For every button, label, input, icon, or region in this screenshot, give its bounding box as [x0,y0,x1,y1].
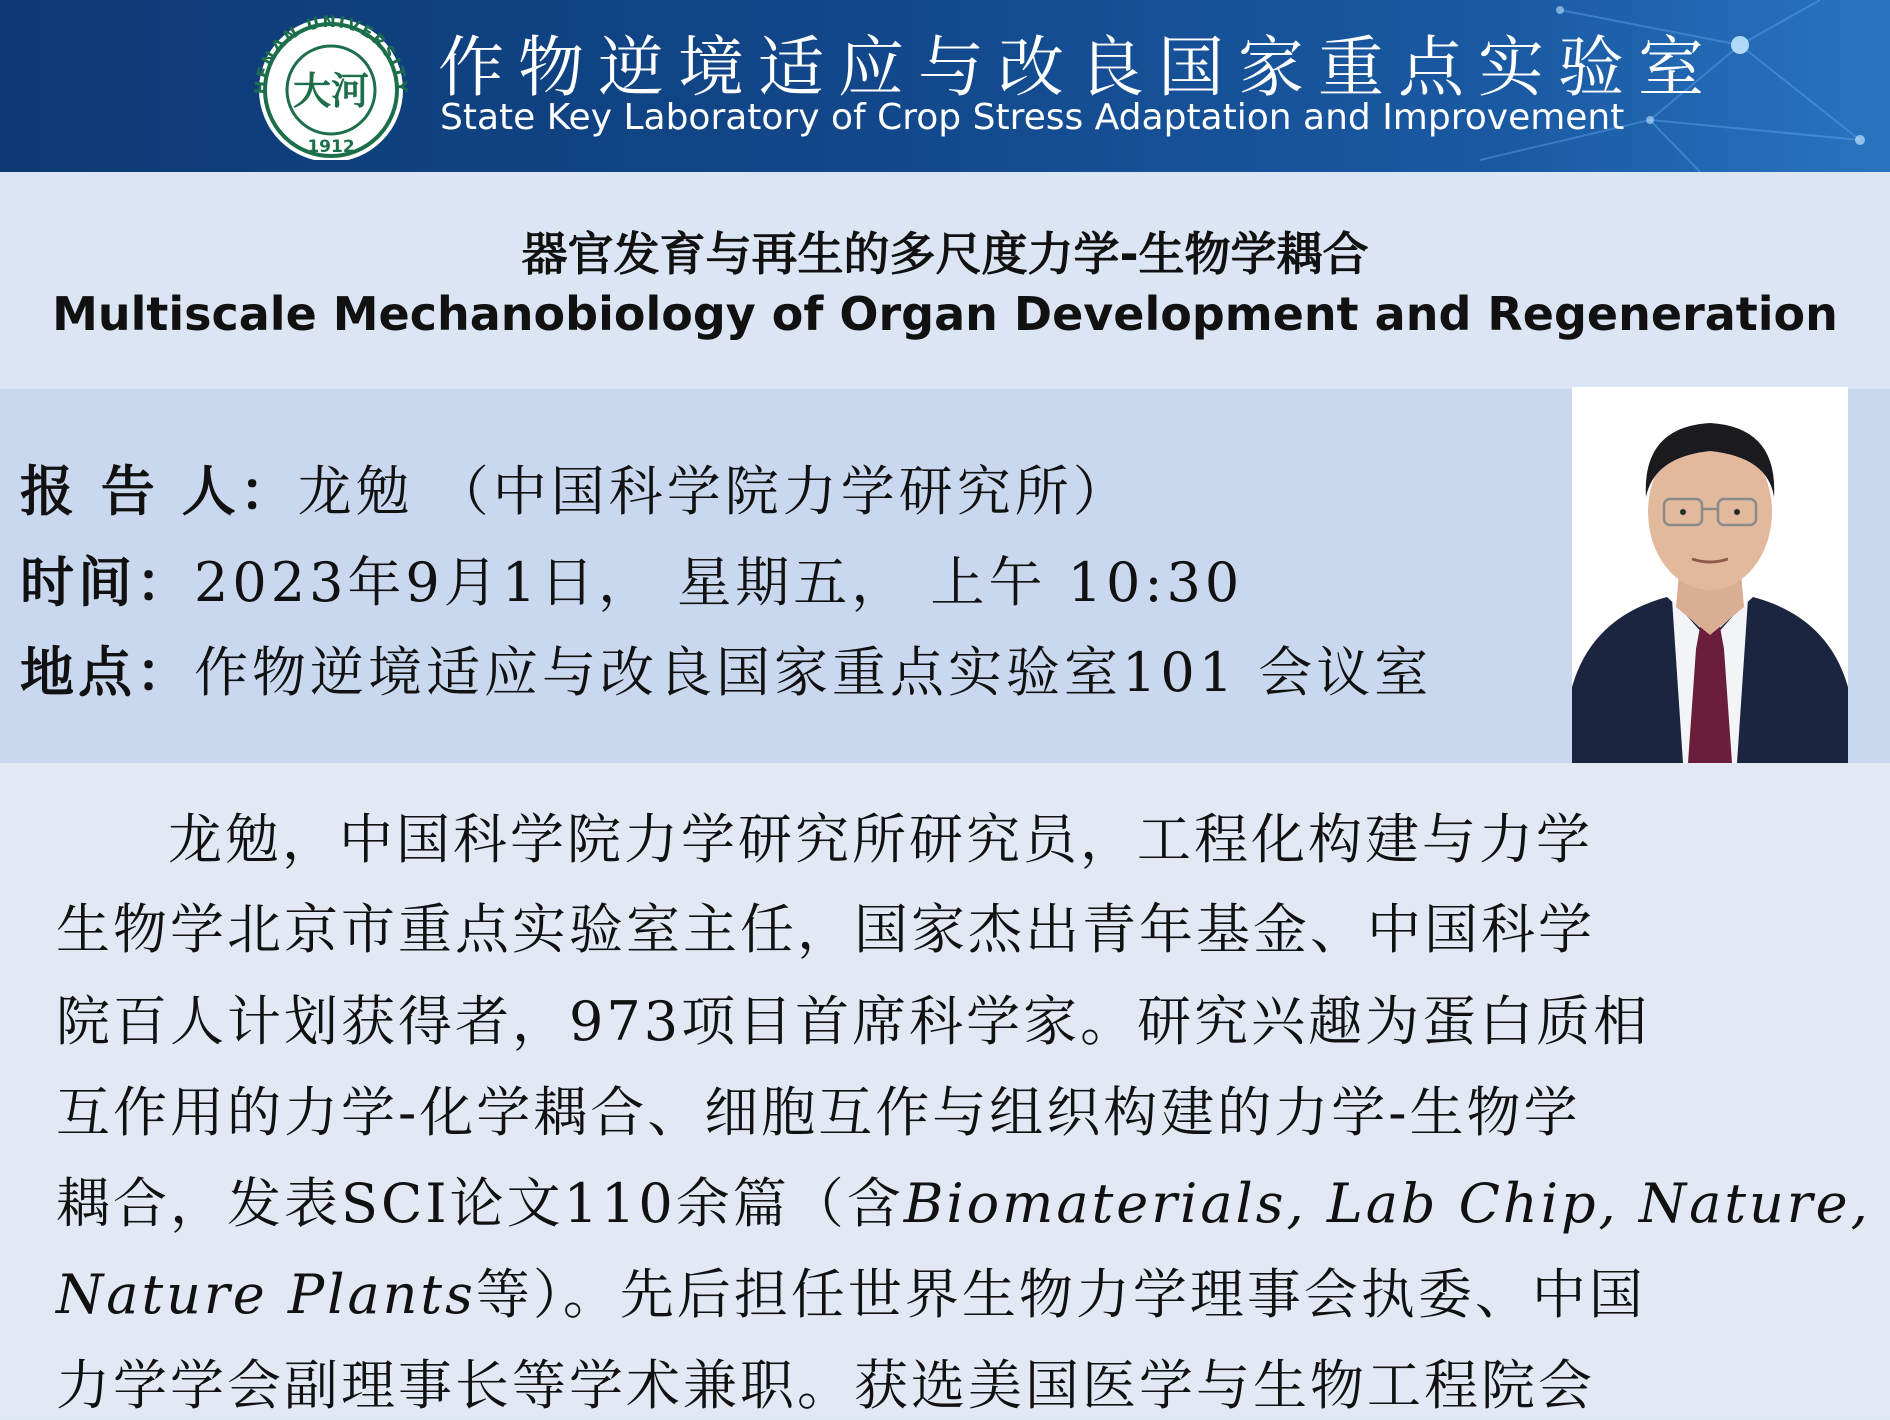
header-banner [0,0,1890,172]
lab-name-en: State Key Laboratory of Crop Stress Adaptation and Improvement [440,97,1625,138]
place-label: 地点： [20,640,194,704]
bio-line-6 [56,1252,1846,1329]
svg-text:HENAN UNIVERSITY: HENAN UNIVERSITY [250,11,412,95]
bio-line-3: 院百人计划获得者，973项目首席科学家。研究兴趣为蛋白质相 [56,990,1651,1053]
bio-line-7: 力学学会副理事长等学术兼职。获选美国医学与生物工程院会 [56,1354,1595,1417]
bio-line-1: 龙勉，中国科学院力学研究所研究员，工程化构建与力学 [168,808,1593,871]
time-label: 时间： [20,550,194,614]
talk-title-cn: 器官发育与再生的多尺度力学-生物学耦合 [521,227,1369,281]
bio-line-6-text: 等）。先后担任世界生物力学理事会执委、中国 [475,1263,1646,1326]
speaker-row [20,449,1131,526]
bio-line-6-journal: Nature Plants [56,1263,476,1326]
time-value: 2023年9月1日， 星期五， 上午 10:30 [194,551,1244,614]
bio-line-5-text: 耦合，发表SCI论文110余篇（含 [56,1172,904,1235]
talk-title-band [0,172,1890,389]
university-logo [238,10,424,160]
lab-name-cn: 作物逆境适应与改良国家重点实验室 [438,29,1718,106]
talk-title-en: Multiscale Mechanobiology of Organ Development and Regeneration [52,287,1838,341]
svg-text:1912: 1912 [307,137,355,157]
place-row [20,630,1432,707]
svg-text:大河: 大河 [292,68,370,113]
place-value: 作物逆境适应与改良国家重点实验室101 会议室 [194,641,1433,704]
bio-line-5 [56,1161,1871,1238]
speaker-value: 龙勉 （中国科学院力学研究所） [297,460,1131,523]
speaker-portrait [1572,387,1848,763]
speaker-bio [0,763,1890,1417]
bio-line-2: 生物学北京市重点实验室主任，国家杰出青年基金、中国科学 [56,898,1595,961]
bio-line-4: 互作用的力学-化学耦合、细胞互作与组织构建的力学-生物学 [56,1081,1581,1144]
time-row [20,540,1243,617]
bio-line-5-journals: Biomaterials, Lab Chip, Nature, [903,1172,1871,1235]
speaker-label: 报 告 人： [20,459,298,523]
